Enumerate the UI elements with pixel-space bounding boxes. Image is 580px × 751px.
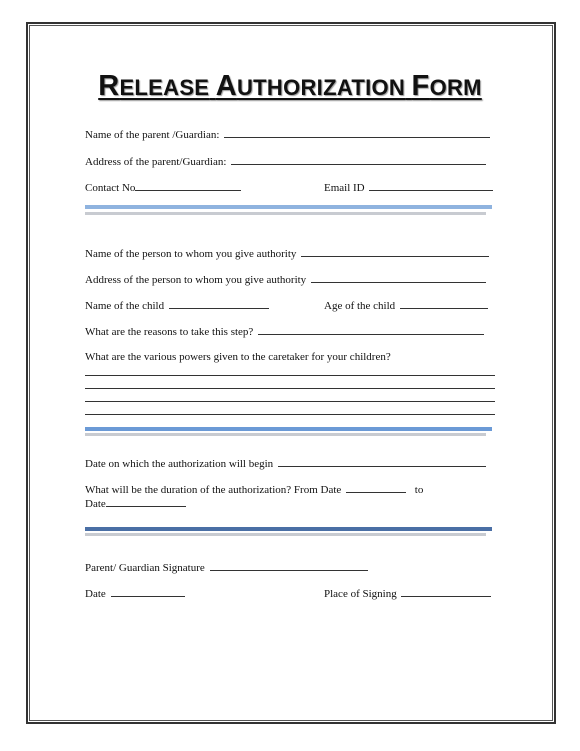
powers-line-3[interactable]: [85, 401, 495, 402]
authority-name-field[interactable]: [301, 246, 489, 257]
place-row: [324, 586, 491, 601]
parent-name-label: Name of the parent /Guardian:: [85, 129, 220, 141]
date-to-field[interactable]: [106, 496, 186, 507]
auth-begin-field[interactable]: [278, 456, 486, 467]
authority-name-row: [85, 246, 489, 261]
section-divider-1: [85, 205, 492, 209]
email-field[interactable]: [369, 180, 493, 191]
signature-row: [85, 560, 368, 575]
date-row: [85, 586, 185, 601]
reasons-label: What are the reasons to take this step?: [85, 326, 254, 338]
powers-line-2[interactable]: [85, 388, 495, 389]
parent-name-row: [85, 127, 490, 142]
place-label: Place of Signing: [324, 588, 397, 600]
duration-to-label: to: [414, 484, 424, 496]
child-name-label: Name of the child: [85, 300, 165, 312]
powers-line-4[interactable]: [85, 414, 495, 415]
child-age-field[interactable]: [400, 298, 488, 309]
duration-label: What will be the duration of the authorization? From Date: [85, 484, 342, 496]
section-divider-2-shadow: [85, 433, 486, 436]
authority-address-label: Address of the person to whom you give authority: [85, 274, 307, 286]
authority-name-label: Name of the person to whom you give authority: [85, 248, 297, 260]
child-age-row: [324, 298, 488, 313]
place-field[interactable]: [401, 586, 491, 597]
signature-field[interactable]: [210, 560, 368, 571]
duration-from-field[interactable]: [346, 482, 406, 493]
signature-label: Parent/ Guardian Signature: [85, 562, 205, 574]
section-divider-3: [85, 527, 492, 531]
duration-row: [85, 482, 423, 497]
section-divider-2: [85, 427, 492, 431]
reasons-field[interactable]: [258, 324, 484, 335]
date-field[interactable]: [111, 586, 185, 597]
date-to-row: [85, 496, 186, 511]
email-label: Email ID: [324, 182, 365, 194]
form-title: RELEASE AUTHORIZATION FORM: [98, 70, 482, 102]
child-name-row: [85, 298, 269, 313]
date-label: Date: [85, 588, 106, 600]
parent-name-field[interactable]: [224, 127, 490, 138]
parent-address-row: [85, 154, 486, 169]
auth-begin-row: [85, 456, 486, 471]
auth-begin-label: Date on which the authorization will begin: [85, 458, 274, 470]
powers-line-1[interactable]: [85, 375, 495, 376]
contact-no-field[interactable]: [135, 180, 241, 191]
child-name-field[interactable]: [169, 298, 269, 309]
contact-no-label: Contact No: [85, 182, 136, 194]
section-divider-1-shadow: [85, 212, 486, 215]
contact-no-row: [85, 180, 241, 195]
authority-address-row: [85, 272, 486, 287]
child-age-label: Age of the child: [324, 300, 396, 312]
powers-label: What are the various powers given to the caretaker for your children?: [85, 351, 391, 363]
authority-address-field[interactable]: [311, 272, 486, 283]
parent-address-field[interactable]: [231, 154, 486, 165]
section-divider-3-shadow: [85, 533, 486, 536]
date-to-label: Date: [85, 498, 106, 510]
powers-row: [85, 350, 391, 364]
parent-address-label: Address of the parent/Guardian:: [85, 156, 227, 168]
email-row: [324, 180, 493, 195]
reasons-row: [85, 324, 484, 339]
